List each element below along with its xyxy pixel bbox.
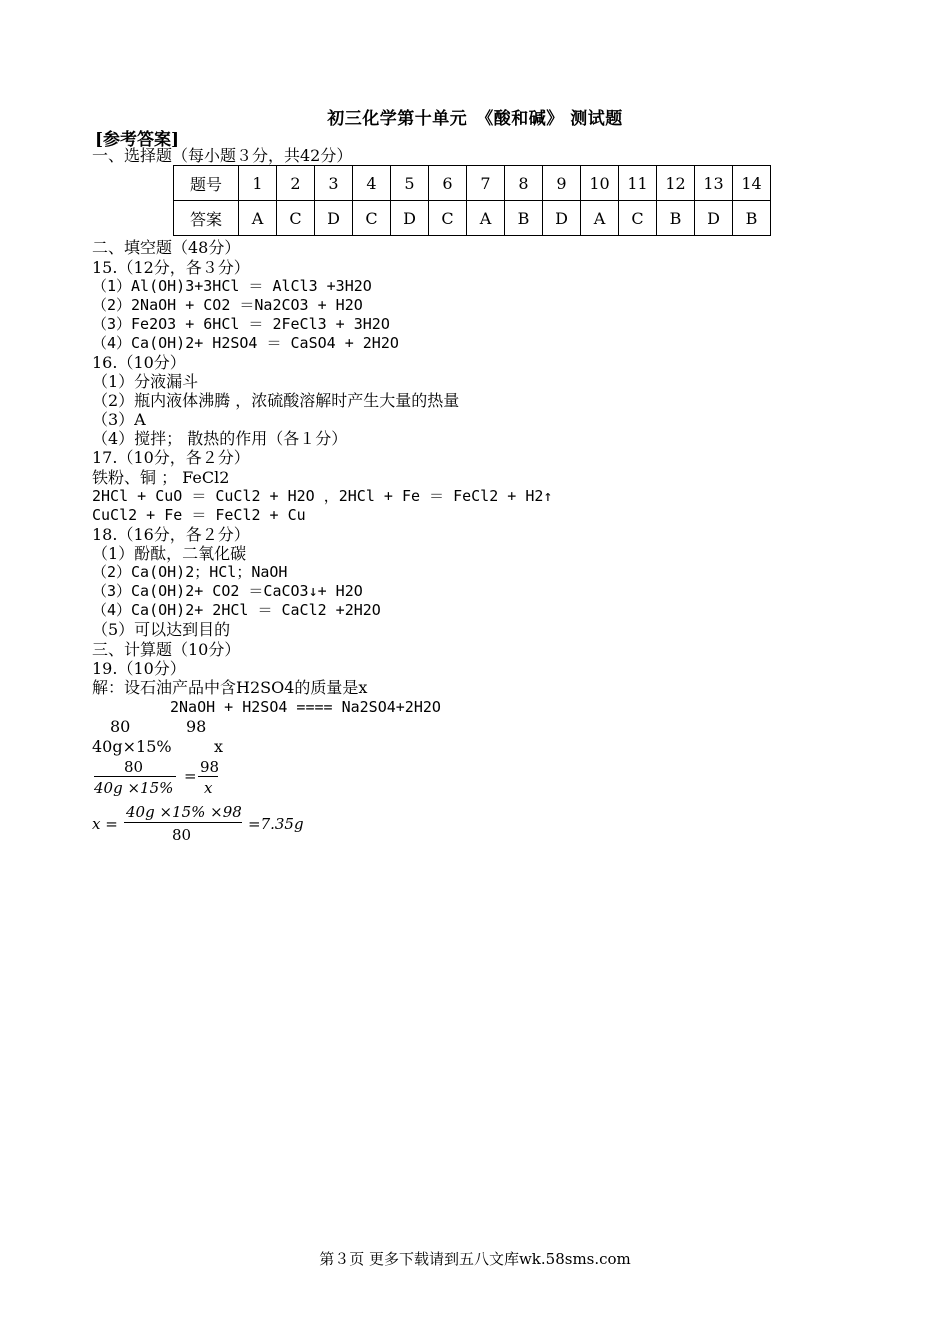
page-title: 初三化学第十单元 《酸和碱》 测试题	[327, 109, 623, 129]
fraction-numerator: 98	[200, 758, 220, 776]
question-number: 13	[695, 166, 733, 201]
fraction-bar	[124, 822, 242, 823]
answer-cell: D	[543, 201, 581, 236]
fraction-bar	[198, 776, 218, 777]
q18-heading: 18.（16分，各２分）	[92, 525, 250, 544]
q16-line: （2）瓶内液体沸腾 ，浓硫酸溶解时产生大量的热量	[92, 391, 460, 410]
table-header-answer: 答案	[174, 201, 239, 236]
q19-equation: 2NaOH + H2SO4 ==== Na2SO4+2H2O	[170, 698, 441, 716]
answer-cell: A	[581, 201, 619, 236]
section-2-heading: 二、填空题（48分）	[92, 238, 241, 257]
question-number: 12	[657, 166, 695, 201]
section-3-heading: 三、计算题（10分）	[92, 640, 241, 659]
question-number: 14	[733, 166, 771, 201]
answer-cell: C	[353, 201, 391, 236]
q16-line: （1）分液漏斗	[92, 372, 199, 391]
question-number: 5	[391, 166, 429, 201]
answer-cell: D	[695, 201, 733, 236]
answer-cell: C	[619, 201, 657, 236]
fraction-numerator: 40g ×15% ×98	[126, 803, 242, 821]
q19-molar-mass-2: 98	[186, 717, 207, 736]
q18-line: （5）可以达到目的	[92, 620, 231, 639]
answer-cell: C	[429, 201, 467, 236]
x-equals: x =	[92, 815, 118, 833]
question-number: 10	[581, 166, 619, 201]
answer-cell: B	[733, 201, 771, 236]
fraction-bar	[94, 776, 176, 777]
question-number: 9	[543, 166, 581, 201]
answer-cell: B	[657, 201, 695, 236]
table-row-numbers	[174, 166, 771, 201]
equals-sign: =	[184, 767, 197, 785]
answer-cell: B	[505, 201, 543, 236]
question-number: 7	[467, 166, 505, 201]
q15-line: （1）Al(OH)3+3HCl ＝ AlCl3 +3H2O	[92, 277, 372, 295]
table-header-number: 题号	[174, 166, 239, 201]
question-number: 11	[619, 166, 657, 201]
fraction-denominator: 40g ×15%	[94, 779, 174, 797]
answer-cell: C	[277, 201, 315, 236]
q16-line: （4）搅拌； 散热的作用（各１分）	[92, 429, 348, 448]
q18-line: （4）Ca(OH)2+ 2HCl ＝ CaCl2 +2H2O	[92, 601, 381, 619]
answer-key-label: [参考答案]	[95, 130, 180, 150]
q19-line: 解：设石油产品中含H2SO4的质量是x	[92, 678, 368, 697]
fraction-denominator: 80	[172, 826, 192, 844]
q18-line: （3）Ca(OH)2+ CO2 ＝CaCO3↓+ H2O	[92, 582, 363, 600]
q17-heading: 17.（10分，各２分）	[92, 448, 250, 467]
page-footer: 第３页 更多下载请到五八文库wk.58sms.com	[319, 1250, 631, 1268]
answer-cell: D	[315, 201, 353, 236]
fraction-numerator: 80	[124, 758, 144, 776]
question-number: 4	[353, 166, 391, 201]
q19-heading: 19.（10分）	[92, 659, 186, 678]
question-number: 2	[277, 166, 315, 201]
q18-line: （2）Ca(OH)2；HCl；NaOH	[92, 563, 288, 581]
question-number: 3	[315, 166, 353, 201]
answer-cell: A	[239, 201, 277, 236]
q17-line: CuCl2 + Fe ＝ FeCl2 + Cu	[92, 506, 306, 524]
question-number: 1	[239, 166, 277, 201]
q15-line: （4）Ca(OH)2+ H2SO4 ＝ CaSO4 + 2H2O	[92, 334, 399, 352]
q19-unknown: x	[214, 737, 224, 756]
q19-molar-mass-1: 80	[110, 717, 131, 736]
q17-line: 铁粉、铜 ； FeCl2	[92, 468, 230, 487]
q16-line: （3）A	[92, 410, 146, 429]
table-row-answers	[174, 201, 771, 236]
q17-line: 2HCl + CuO ＝ CuCl2 + H2O ，2HCl + Fe ＝ FeCl2 + H2↑	[92, 487, 553, 505]
q15-heading: 15.（12分，各３分）	[92, 258, 250, 277]
question-number: 8	[505, 166, 543, 201]
answer-cell: A	[467, 201, 505, 236]
q18-line: （1）酚酞，二氧化碳	[92, 544, 247, 563]
question-number: 6	[429, 166, 467, 201]
q15-line: （2）2NaOH + CO2 ＝Na2CO3 + H2O	[92, 296, 363, 314]
q19-given-mass: 40g×15%	[92, 737, 172, 756]
q16-heading: 16.（10分）	[92, 353, 186, 372]
q15-line: （3）Fe2O3 + 6HCl ＝ 2FeCl3 + 3H2O	[92, 315, 390, 333]
result-value: =7.35g	[248, 815, 304, 833]
answer-table	[173, 165, 771, 236]
fraction-denominator: x	[204, 779, 213, 797]
answer-cell: D	[391, 201, 429, 236]
section-1-heading: 一、选择题（每小题３分，共42分）	[92, 146, 353, 165]
